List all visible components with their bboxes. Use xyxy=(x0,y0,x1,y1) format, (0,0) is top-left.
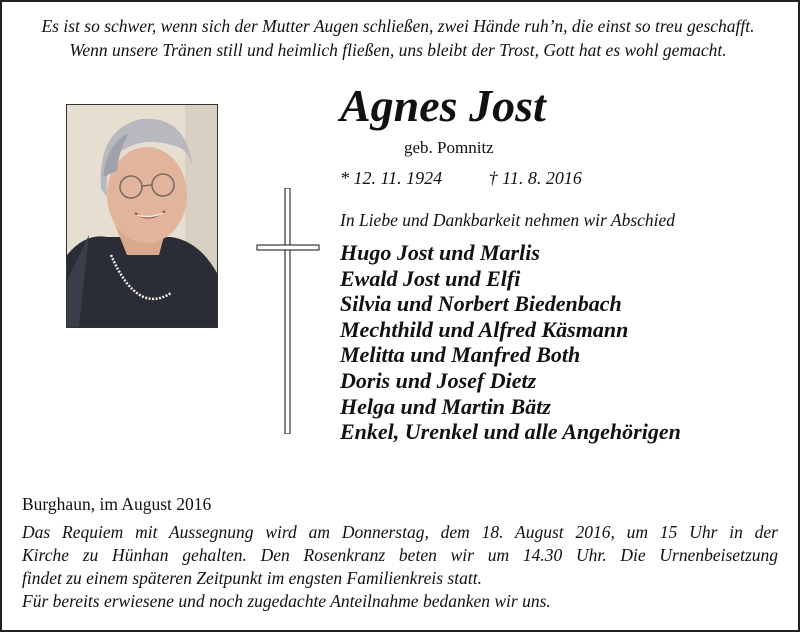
place-date: Burghaun, im August 2016 xyxy=(22,494,212,514)
cross-icon xyxy=(256,188,320,434)
farewell-line: In Liebe und Dankbarkeit nehmen wir Abschied xyxy=(340,210,676,230)
notice-line-2: Kirche zu Hünhan gehalten. Den Rosenkranz beten wir um 14.30 Uhr. Die Urnenbeisetzung xyxy=(22,545,778,565)
notice-line-3: findet zu einem späteren Zeitpunkt im engsten Familienkreis statt. xyxy=(22,568,482,588)
verse-line-2: Wenn unsere Tränen still und heimlich fließen, uns bleibt der Trost, Gott hat es wohl gemacht. xyxy=(69,40,727,60)
mourner-list xyxy=(340,240,681,445)
notice-line-1: Das Requiem mit Aussegnung wird am Donnerstag, dem 18. August 2016, um 15 Uhr in der xyxy=(22,522,778,542)
deceased-name: Agnes Jost xyxy=(340,80,546,131)
mourner-item: Silvia und Norbert Biedenbach xyxy=(340,291,622,317)
verse-line-1: Es ist so schwer, wenn sich der Mutter Augen schließen, zwei Hände ruh’n, die einst so treu geschafft. xyxy=(41,16,755,36)
notice-line-4: Für bereits erwiesene und noch zugedachte Anteilnahme bedanken wir uns. xyxy=(22,591,551,611)
mourner-item: Melitta und Manfred Both xyxy=(340,342,581,368)
verse xyxy=(10,14,786,62)
birth-date: * 12. 11. 1924 xyxy=(340,168,443,188)
life-dates xyxy=(340,166,582,190)
portrait-photo xyxy=(66,104,218,328)
mourner-item: Mechthild und Alfred Käsmann xyxy=(340,316,629,342)
mourner-item: Ewald Jost und Elfi xyxy=(340,265,521,291)
mourner-item: Enkel, Urenkel und alle Angehörigen xyxy=(340,419,681,445)
service-notice xyxy=(22,521,778,613)
mourner-item: Doris und Josef Dietz xyxy=(340,367,537,393)
maiden-name: geb. Pomnitz xyxy=(404,138,494,157)
death-date: † 11. 8. 2016 xyxy=(488,168,582,188)
portrait-illustration xyxy=(67,105,217,327)
mourner-item: Hugo Jost und Marlis xyxy=(340,240,540,265)
mourner-item: Helga und Martin Bätz xyxy=(340,393,551,419)
